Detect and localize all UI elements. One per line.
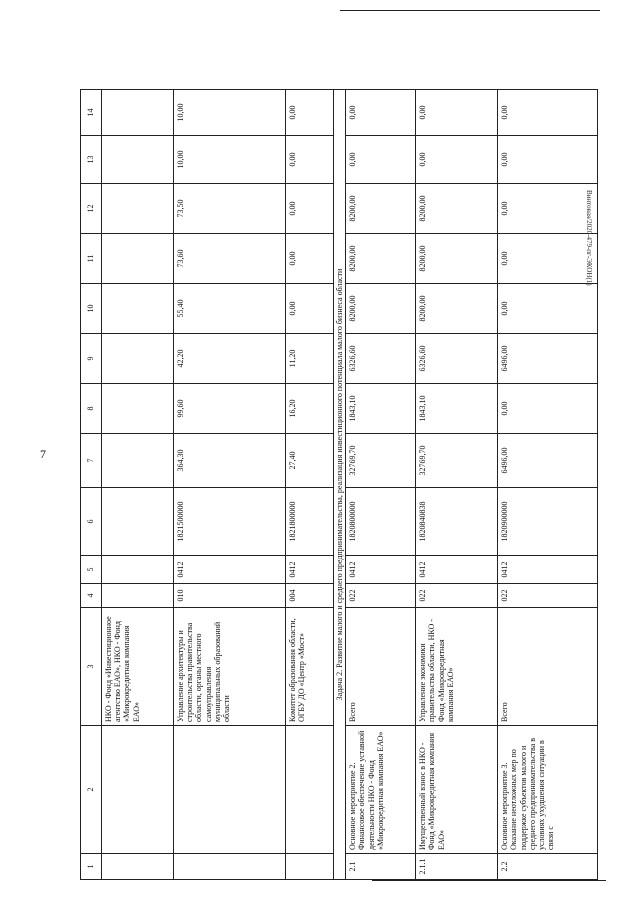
top-rule: [340, 10, 600, 11]
amount-cell: 8200,00: [416, 184, 498, 234]
amount-cell: 0,00: [346, 90, 416, 136]
header-cell: 6: [81, 488, 102, 556]
grbs-code: 022: [346, 584, 416, 608]
executor: НКО - Фонд «Инвестиционное агентство ЕАО», НКО - Фонд «Микрокредитная компания ЕАО»: [102, 608, 174, 726]
amount-cell: 1843,10: [346, 384, 416, 434]
row-number: [174, 854, 286, 880]
amount-cell: 0,00: [346, 136, 416, 184]
executor: Всего: [498, 608, 598, 726]
table-row: [416, 90, 498, 880]
csr-code: 1820840838: [416, 488, 498, 556]
header-cell: 10: [81, 284, 102, 334]
grbs-code: 004: [286, 584, 334, 608]
amount-cell: 8200,00: [346, 184, 416, 234]
row-number: 2.1: [346, 854, 416, 880]
bottom-rule: [372, 880, 606, 881]
amount-cell: [102, 136, 174, 184]
rzpr-code: 0412: [498, 556, 598, 584]
header-cell: 1: [81, 854, 102, 880]
grbs-code: 010: [174, 584, 286, 608]
amount-cell: 10,00: [174, 136, 286, 184]
table-row: [102, 90, 174, 880]
amount-cell: 0,00: [498, 284, 598, 334]
rzpr-code: 0412: [174, 556, 286, 584]
executor: Всего: [346, 608, 416, 726]
amount-cell: 0,00: [498, 234, 598, 284]
section-row: [334, 90, 346, 880]
amount-cell: [102, 334, 174, 384]
amount-cell: 55,40: [174, 284, 286, 334]
amount-cell: 0,00: [498, 136, 598, 184]
header-cell: 8: [81, 384, 102, 434]
amount-cell: 6496,00: [498, 434, 598, 488]
table-row: [346, 90, 416, 880]
amount-cell: 364,30: [174, 434, 286, 488]
amount-cell: 6496,00: [498, 334, 598, 384]
amount-cell: [102, 284, 174, 334]
amount-cell: 0,00: [286, 184, 334, 234]
amount-cell: 0,00: [498, 90, 598, 136]
header-cell: 7: [81, 434, 102, 488]
header-cell: 13: [81, 136, 102, 184]
row-number: [286, 854, 334, 880]
activity-name: [102, 726, 174, 854]
header-cell: 14: [81, 90, 102, 136]
rzpr-code: 0412: [416, 556, 498, 584]
amount-cell: 0,00: [286, 90, 334, 136]
amount-cell: 1843,10: [416, 384, 498, 434]
amount-cell: 0,00: [416, 90, 498, 136]
amount-cell: 42,20: [174, 334, 286, 384]
header-cell: 3: [81, 608, 102, 726]
table-row: [174, 90, 286, 880]
activity-name: Основное мероприятие 2. Финансовое обеспечение уставной деятельности НКО - Фонд «Микрокредитная компания ЕАО»: [346, 726, 416, 854]
header-row: [81, 90, 102, 880]
amount-cell: 0,00: [498, 184, 598, 234]
amount-cell: 73,60: [174, 234, 286, 284]
header-cell: 12: [81, 184, 102, 234]
executor: Комитет образования области, ОГБУ ДО «Центр «Мост»: [286, 608, 334, 726]
csr-code: 1821500000: [174, 488, 286, 556]
footer-code: Bинтовая/2020-479-пг-ЭКОН(1): [585, 190, 593, 286]
csr-code: 1821800000: [286, 488, 334, 556]
row-number: [102, 854, 174, 880]
header-cell: 5: [81, 556, 102, 584]
grbs-code: 022: [416, 584, 498, 608]
activity-name: Основное мероприятие 3. Оказание неотложных мер по поддержке субъектов малого и среднего предпринимательства в условиях ухудшения ситуации в связи с: [498, 726, 598, 854]
amount-cell: 6326,60: [416, 334, 498, 384]
header-cell: 2: [81, 726, 102, 854]
activity-name: Имущественный взнос в НКО - Фонд «Микрокредитная компания ЕАО»: [416, 726, 498, 854]
amount-cell: 8200,00: [416, 284, 498, 334]
amount-cell: 32769,70: [346, 434, 416, 488]
budget-table: [80, 89, 598, 880]
header-cell: 4: [81, 584, 102, 608]
rzpr-code: [102, 556, 174, 584]
row-number: 2.1.1: [416, 854, 498, 880]
amount-cell: 73,50: [174, 184, 286, 234]
rzpr-code: 0412: [286, 556, 334, 584]
amount-cell: 10,00: [174, 90, 286, 136]
amount-cell: 0,00: [286, 136, 334, 184]
rotated-table-wrapper: [80, 90, 560, 880]
page-number: 7: [40, 447, 46, 461]
amount-cell: [102, 234, 174, 284]
amount-cell: 8200,00: [346, 284, 416, 334]
csr-code: 1820800000: [346, 488, 416, 556]
header-cell: 11: [81, 234, 102, 284]
amount-cell: [102, 90, 174, 136]
grbs-code: 022: [498, 584, 598, 608]
amount-cell: 11,20: [286, 334, 334, 384]
header-cell: 9: [81, 334, 102, 384]
activity-name: [286, 726, 334, 854]
amount-cell: [102, 434, 174, 488]
amount-cell: 8200,00: [346, 234, 416, 284]
amount-cell: 0,00: [286, 234, 334, 284]
row-number: 2.2: [498, 854, 598, 880]
executor: Управление экономики правительства области, НКО - Фонд «Микрокредитная компания ЕАО»: [416, 608, 498, 726]
amount-cell: 0,00: [416, 136, 498, 184]
table-row: [286, 90, 334, 880]
amount-cell: [102, 184, 174, 234]
rzpr-code: 0412: [346, 556, 416, 584]
amount-cell: 0,00: [286, 284, 334, 334]
amount-cell: 99,60: [174, 384, 286, 434]
csr-code: [102, 488, 174, 556]
csr-code: 1820900000: [498, 488, 598, 556]
amount-cell: 6326,60: [346, 334, 416, 384]
table-row: [498, 90, 598, 880]
activity-name: [174, 726, 286, 854]
amount-cell: 16,20: [286, 384, 334, 434]
amount-cell: 32769,70: [416, 434, 498, 488]
amount-cell: 8200,00: [416, 234, 498, 284]
amount-cell: 27,40: [286, 434, 334, 488]
grbs-code: [102, 584, 174, 608]
amount-cell: [102, 384, 174, 434]
executor: Управление архитектуры и строительства правительства области, органы местного самоуправления муниципальных образований области: [174, 608, 286, 726]
amount-cell: 0,00: [498, 384, 598, 434]
section-title: Задача 2. Развитие малого и среднего предпринимательства, реализация инвестиционного потенциала малого бизнеса области: [334, 90, 346, 880]
